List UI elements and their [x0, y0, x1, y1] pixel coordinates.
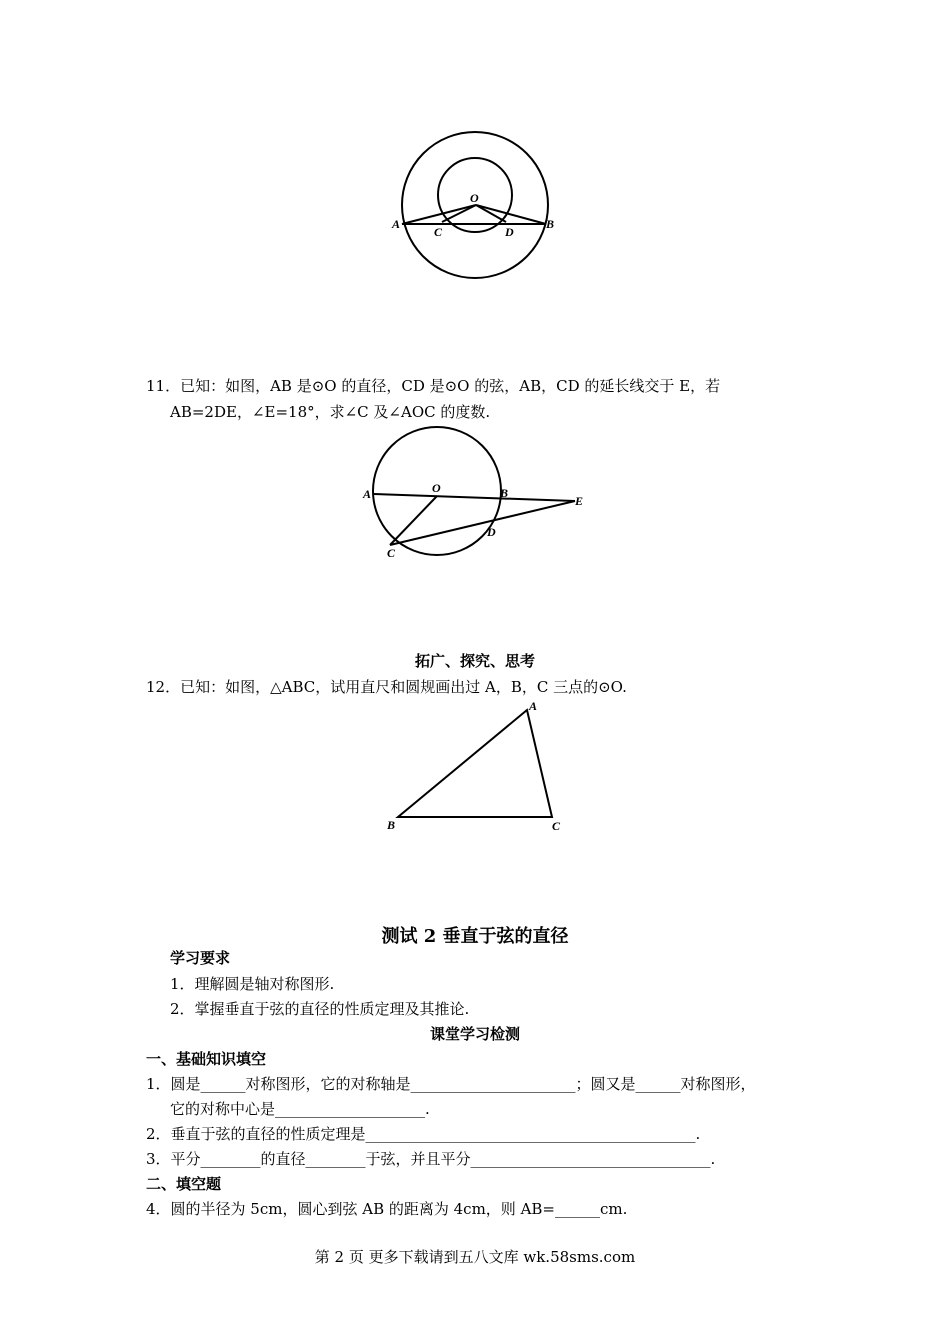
- label-c: C: [387, 546, 396, 560]
- label-b: B: [500, 486, 509, 500]
- label-a: A: [363, 487, 372, 501]
- label-b: B: [546, 217, 555, 231]
- question-1-line1: 1．圆是______对称图形，它的对称轴是______________________；圆又是______对称图形，: [146, 1075, 756, 1093]
- classroom-check-heading: 课堂学习检测: [429, 1025, 520, 1043]
- label-a: A: [392, 217, 401, 231]
- segment-oc: [442, 205, 476, 222]
- segment-oc: [390, 496, 437, 545]
- question-3: 3．平分________的直径________于弦，并且平分________________________________.: [146, 1150, 716, 1168]
- page-footer: 第 2 页 更多下载请到五八文库 wk.58sms.com: [314, 1248, 636, 1266]
- study-requirement-2: 2．掌握垂直于弦的直径的性质定理及其推论.: [170, 1000, 470, 1018]
- label-o: O: [432, 481, 441, 495]
- label-d: D: [487, 525, 496, 539]
- figure-concentric-circles: [380, 118, 570, 288]
- label-a: A: [529, 699, 538, 713]
- part2-heading: 二、填空题: [146, 1175, 222, 1193]
- line-ae: [373, 494, 575, 501]
- segment-od: [476, 205, 506, 222]
- question-11-line1: 11．已知：如图，AB 是⊙O 的直径，CD 是⊙O 的弦，AB，CD 的延长线交于 E，若: [146, 377, 721, 395]
- figure-triangle-abc: [380, 695, 570, 835]
- study-requirement-1: 1．理解圆是轴对称图形.: [170, 975, 335, 993]
- label-b: B: [387, 818, 396, 832]
- question-12: 12．已知：如图，△ABC，试用直尺和圆规画出过 A，B，C 三点的⊙O.: [146, 678, 627, 696]
- question-2: 2．垂直于弦的直径的性质定理是____________________________________________.: [146, 1125, 701, 1143]
- study-requirements-heading: 学习要求: [170, 949, 231, 967]
- label-d: D: [505, 225, 514, 239]
- triangle-abc: [398, 710, 552, 817]
- question-4: 4．圆的半径为 5cm，圆心到弦 AB 的距离为 4cm，则 AB=______cm.: [146, 1200, 628, 1218]
- question-11-line2: AB=2DE，∠E=18°，求∠C 及∠AOC 的度数.: [170, 403, 491, 421]
- label-o: O: [470, 191, 479, 205]
- question-1-line2: 它的对称中心是____________________.: [170, 1100, 430, 1118]
- line-ce: [390, 501, 575, 545]
- label-e: E: [575, 494, 584, 508]
- segment-ob: [476, 205, 546, 224]
- part1-heading: 一、基础知识填空: [146, 1050, 267, 1068]
- label-c: C: [434, 225, 443, 239]
- test-title: 测试 2 垂直于弦的直径: [381, 926, 569, 947]
- section-extend-heading: 拓广、探究、思考: [414, 652, 535, 670]
- figure-circle-secant: [360, 422, 600, 562]
- label-c: C: [552, 819, 561, 833]
- segment-oa: [402, 205, 476, 224]
